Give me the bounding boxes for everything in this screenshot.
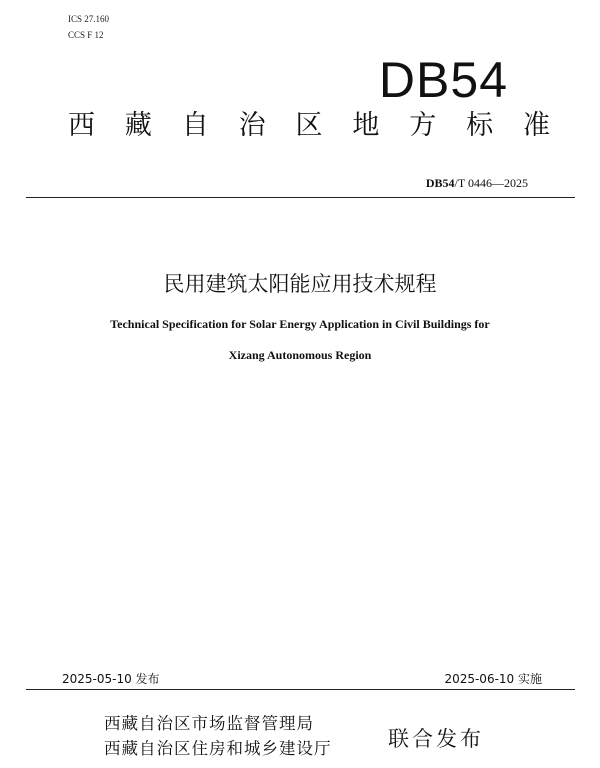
issuer-market-regulation: 西藏自治区市场监督管理局: [104, 714, 314, 733]
title-char: 方: [409, 110, 437, 141]
title-char: 自: [181, 110, 209, 141]
top-divider: [26, 197, 575, 198]
db-code-heading: DB54: [378, 52, 508, 108]
chinese-title: 民用建筑太阳能应用技术规程: [163, 272, 437, 296]
title-char: 准: [523, 110, 550, 141]
issue-date: 2025-05-10 发布: [62, 672, 160, 686]
joint-issue-label: 联合发布: [388, 727, 484, 751]
title-char: 西: [68, 110, 95, 141]
issuer-housing-construction: 西藏自治区住房和城乡建设厅: [104, 739, 332, 758]
title-char: 区: [295, 110, 323, 141]
ccs-code: CCS F 12: [68, 30, 104, 40]
ics-code: ICS 27.160: [68, 14, 110, 24]
title-char: 藏: [124, 110, 152, 141]
implementation-date: 2025-06-10 实施: [444, 672, 542, 686]
title-char: 治: [238, 110, 266, 141]
standard-number-suffix: /T 0446—2025: [454, 176, 528, 190]
standard-number: [426, 176, 528, 191]
english-title-line-1: Technical Specification for Solar Energy Application in Civil Buildings for: [110, 317, 490, 331]
standard-category-title: [68, 112, 550, 139]
standard-number-prefix: DB54: [425, 176, 455, 190]
title-char: 地: [352, 110, 380, 141]
bottom-divider: [26, 689, 575, 690]
title-char: 标: [466, 110, 494, 141]
english-title-line-2: Xizang Autonomous Region: [228, 348, 372, 362]
